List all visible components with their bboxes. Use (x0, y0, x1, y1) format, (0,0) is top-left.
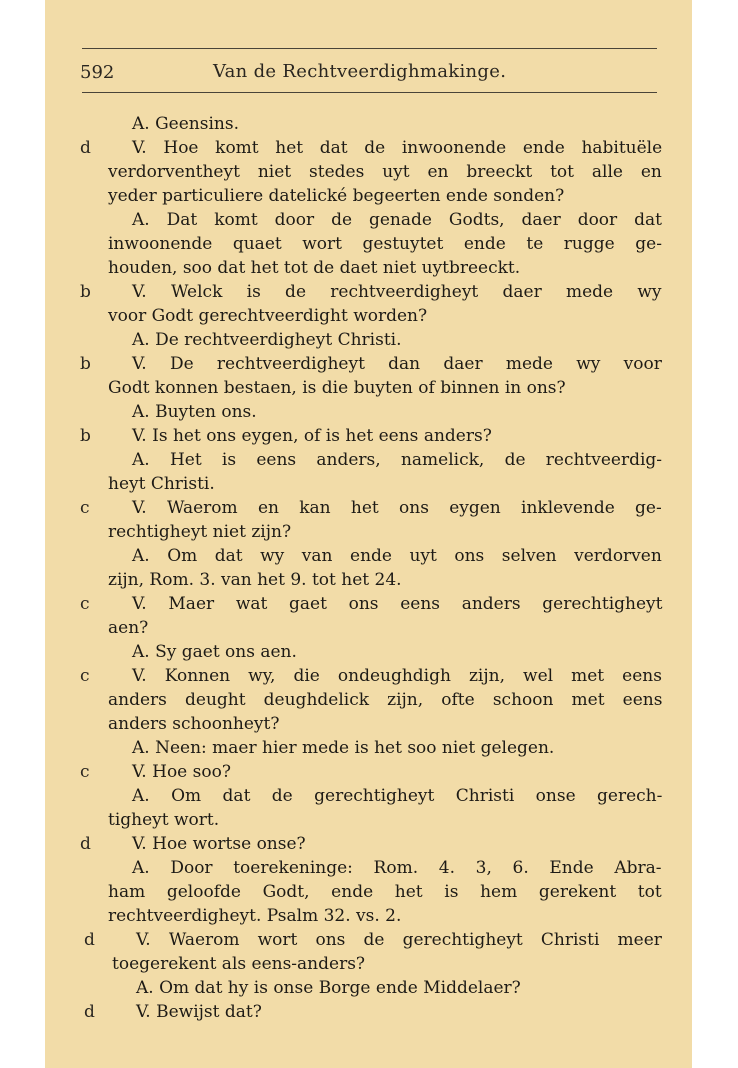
margin-marker: c (80, 762, 90, 782)
text-line: rechtveerdigheyt. Psalm 32. vs. 2. (108, 906, 402, 926)
margin-marker: d (84, 1002, 95, 1022)
text-line: inwoonende quaet wort gestuytet ende te rugge ge- (108, 234, 662, 254)
text-line: V. De rechtveerdigheyt dan daer mede wy voor (132, 354, 662, 374)
text-line: V. Konnen wy, die ondeughdigh zijn, wel met eens (132, 666, 662, 686)
text-line: A. Door toerekeninge: Rom. 4. 3, 6. Ende Abra- (132, 858, 662, 878)
text-line: yeder particuliere datelické begeerten ende sonden? (108, 186, 565, 206)
text-line: V. Waerom wort ons de gerechtigheyt Christi meer (136, 930, 662, 950)
text-line: A. Om dat de gerechtigheyt Christi onse gerech- (132, 786, 663, 806)
text-line: rechtigheyt niet zijn? (108, 522, 292, 542)
text-line: tigheyt wort. (108, 810, 220, 830)
margin-marker: c (80, 594, 90, 614)
text-line: V. Hoe soo? (132, 762, 231, 782)
text-line: houden, soo dat het tot de daet niet uytbreeckt. (108, 258, 521, 278)
text-line: A. Buyten ons. (132, 402, 257, 422)
margin-marker: b (80, 354, 91, 374)
text-line: Godt konnen bestaen, is die buyten of binnen in ons? (108, 378, 566, 398)
text-line: voor Godt gerechtveerdight worden? (108, 306, 428, 326)
text-line: V. Is het ons eygen, of is het eens anders? (132, 426, 492, 446)
header-rule-bottom (82, 92, 657, 93)
text-line: A. Neen: maer hier mede is het soo niet gelegen. (132, 738, 555, 758)
text-line: aen? (108, 618, 149, 638)
page-number: 592 (80, 62, 115, 83)
text-line: V. Waerom en kan het ons eygen inklevende ge- (132, 498, 662, 518)
margin-marker: d (80, 138, 91, 158)
text-line: A. Om dat wy van ende uyt ons selven verdorven (132, 546, 662, 566)
text-line: V. Hoe wortse onse? (132, 834, 306, 854)
margin-marker: c (80, 498, 90, 518)
text-line: verdorventheyt niet stedes uyt en breeckt tot alle en (108, 162, 662, 182)
text-line: anders deught deughdelick zijn, ofte schoon met eens (108, 690, 663, 710)
text-line: toegerekent als eens-anders? (112, 954, 366, 974)
book-page (45, 0, 692, 1068)
header-rule-top (82, 48, 657, 49)
text-line: A. Het is eens anders, namelick, de rechtveerdig- (132, 450, 663, 470)
text-line: V. Hoe komt het dat de inwoonende ende habituële (132, 138, 663, 158)
text-line: A. Sy gaet ons aen. (132, 642, 297, 662)
text-line: anders schoonheyt? (108, 714, 280, 734)
margin-marker: d (84, 930, 95, 950)
text-line: A. De rechtveerdigheyt Christi. (132, 330, 402, 350)
text-line: heyt Christi. (108, 474, 215, 494)
running-title: Van de Rechtveerdighmakinge. (213, 61, 507, 82)
margin-marker: b (80, 282, 91, 302)
text-line: A. Om dat hy is onse Borge ende Middelaer? (136, 978, 521, 998)
text-line: V. Maer wat gaet ons eens anders gerechtigheyt (132, 594, 663, 614)
margin-marker: c (80, 666, 90, 686)
text-line: V. Bewijst dat? (136, 1002, 262, 1022)
text-line: A. Dat komt door de genade Godts, daer door dat (132, 210, 662, 230)
text-line: V. Welck is de rechtveerdigheyt daer mede wy (132, 282, 662, 302)
text-line: ham geloofde Godt, ende het is hem gerekent tot (108, 882, 662, 902)
text-line: A. Geensins. (132, 114, 239, 134)
margin-marker: d (80, 834, 91, 854)
margin-marker: b (80, 426, 91, 446)
text-line: zijn, Rom. 3. van het 9. tot het 24. (108, 570, 402, 590)
